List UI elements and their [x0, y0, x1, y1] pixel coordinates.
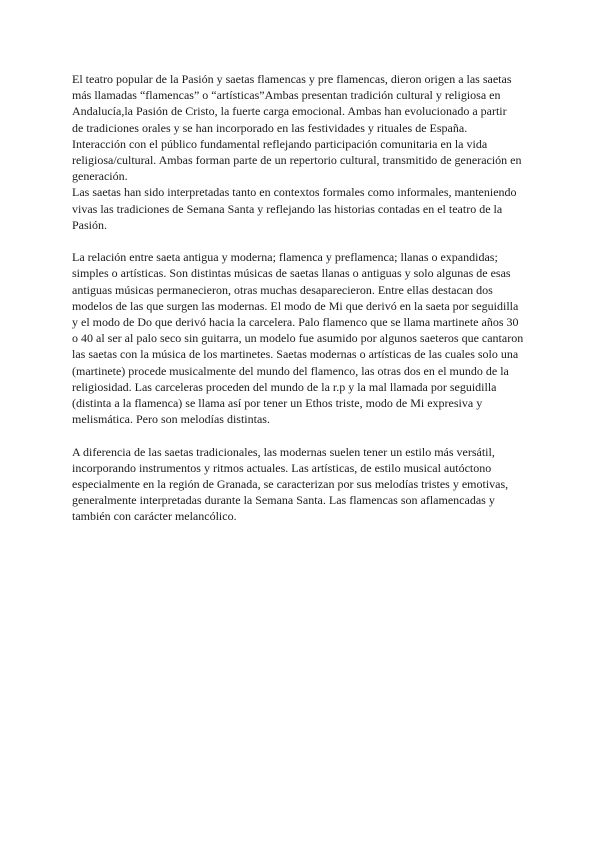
blank-line: [72, 233, 534, 249]
paragraph-3: La relación entre saeta antigua y moderna; flamenca y preflamenca; llanas o expandidas; simples o artísticas. Son distintas músicas de saetas llanas o antiguas y solo algunas de esas antiguas músicas permanecieron, otras muchas desaparecieron. Entre ellas destacan dos modelos de las que surgen las modernas. El modo de Mi que derivó en la saeta por seguidilla y el modo de Do que derivó hacia la carcelera. Palo flamenco que se llama martinete años 30 o 40 al ser al palo seco sin guitarra, un modelo fue asumido por algunos saeteros que cantaron las saetas con la música de los martinetes. Saetas modernas o artísticas de las cuales solo una (martinete) procede musicalmente del mundo del flamenco, las otras dos en el mundo de la religiosidad. Las carceleras proceden del mundo de la r.p y la mal llamada por seguidilla (distinta a la flamenca) se llama así por tener un Ethos triste, modo de Mi expresiva y melismática. Pero son melodías distintas.: [72, 250, 524, 427]
paragraph-1: El teatro popular de la Pasión y saetas flamencas y pre flamencas, dieron origen a las saetas más llamadas “flamencas” o “artísticas”Ambas presentan tradición cultural y religiosa en Andalucía,la Pasión de Cristo, la fuerte carga emocional. Ambas han evolucionado a partir de tradiciones orales y se han incorporado en las festividades y rituales de España. Interacción con el público fundamental reflejando participación comunitaria en la vida religiosa/cultural. Ambas forman parte de un repertorio cultural, transmitido de generación en generación.: [72, 72, 522, 184]
paragraph-2: Las saetas han sido interpretadas tanto en contextos formales como informales, manteniendo vivas las tradiciones de Semana Santa y reflejando las historias contadas en el teatro de la Pasión.: [72, 185, 517, 232]
document-body: [72, 71, 534, 525]
paragraph-4: A diferencia de las saetas tradicionales, las modernas suelen tener un estilo más versátil, incorporando instrumentos y ritmos actuales. Las artísticas, de estilo musical autóctono especialmente en la región de Granada, se caracterizan por sus melodías tristes y emotivas, generalmente interpretadas durante la Semana Santa. Las flamencas son aflamencadas y también con carácter melancólico.: [72, 444, 509, 524]
blank-line: [72, 427, 534, 443]
